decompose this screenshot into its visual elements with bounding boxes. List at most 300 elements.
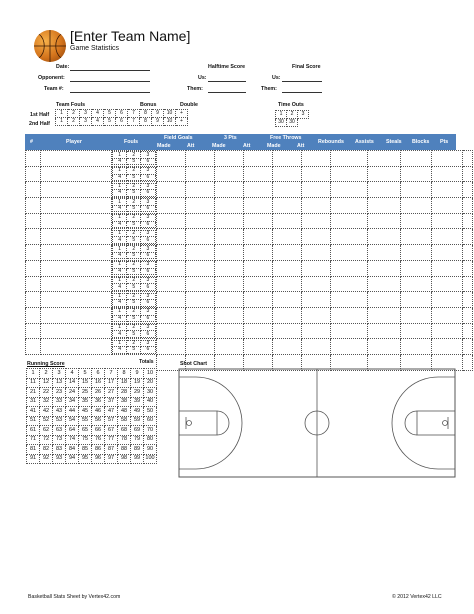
foul-box[interactable]: 4	[113, 190, 127, 197]
running-score-grid[interactable]	[26, 368, 157, 464]
foul-cell[interactable]: 10	[164, 118, 176, 126]
foul-box[interactable]: 1	[113, 324, 127, 331]
player-fouls-cell[interactable]	[112, 151, 157, 167]
foul-box[interactable]: 2	[127, 168, 141, 175]
player-number-cell[interactable]	[26, 276, 41, 292]
foul-box[interactable]: 4	[113, 268, 127, 275]
score-cell[interactable]: 12	[40, 378, 53, 388]
score-cell[interactable]: 67	[105, 426, 118, 436]
stat-cell[interactable]	[400, 245, 431, 261]
stat-cell[interactable]	[462, 166, 472, 182]
foul-box[interactable]: 6	[141, 284, 155, 291]
stat-cell[interactable]	[272, 276, 301, 292]
stat-cell[interactable]	[301, 323, 330, 339]
player-number-cell[interactable]	[26, 166, 41, 182]
score-cell[interactable]: 73	[53, 435, 66, 445]
score-cell[interactable]: 33	[53, 397, 66, 407]
stat-cell[interactable]	[185, 292, 214, 308]
foul-box[interactable]: 1	[113, 183, 127, 190]
stat-cell[interactable]	[214, 182, 243, 198]
foul-box[interactable]: 2	[127, 293, 141, 300]
score-cell[interactable]: 9	[131, 369, 144, 379]
foul-cell[interactable]: 4	[92, 118, 104, 126]
stat-cell[interactable]	[462, 245, 472, 261]
stat-cell[interactable]	[301, 213, 330, 229]
stat-cell[interactable]	[272, 213, 301, 229]
foul-cell[interactable]: 5	[104, 118, 116, 126]
stat-cell[interactable]	[272, 229, 301, 245]
score-cell[interactable]: 45	[79, 407, 92, 417]
score-cell[interactable]: 11	[27, 378, 40, 388]
score-cell[interactable]: 53	[53, 416, 66, 426]
stat-cell[interactable]	[156, 276, 185, 292]
score-cell[interactable]: 29	[131, 388, 144, 398]
foul-cell[interactable]: 8	[140, 118, 152, 126]
score-cell[interactable]: 100	[144, 454, 157, 464]
foul-cell[interactable]: +	[176, 118, 188, 126]
score-cell[interactable]: 25	[79, 388, 92, 398]
score-cell[interactable]: 42	[40, 407, 53, 417]
stat-cell[interactable]	[156, 166, 185, 182]
score-cell[interactable]: 3	[53, 369, 66, 379]
score-cell[interactable]: 60	[144, 416, 157, 426]
stat-cell[interactable]	[330, 213, 367, 229]
stat-cell[interactable]	[367, 245, 400, 261]
stat-cell[interactable]	[243, 307, 272, 323]
player-name-cell[interactable]	[41, 339, 112, 355]
team-number-field[interactable]	[70, 86, 150, 93]
stat-cell[interactable]	[243, 182, 272, 198]
score-cell[interactable]: 13	[53, 378, 66, 388]
score-cell[interactable]: 59	[131, 416, 144, 426]
foul-box[interactable]: 3	[141, 168, 155, 175]
player-fouls-cell[interactable]	[112, 292, 157, 308]
stat-cell[interactable]	[243, 339, 272, 355]
player-fouls-cell[interactable]	[112, 260, 157, 276]
score-cell[interactable]: 93	[53, 454, 66, 464]
score-cell[interactable]: 8	[118, 369, 131, 379]
foul-box[interactable]: 6	[141, 174, 155, 181]
stat-cell[interactable]	[301, 307, 330, 323]
stat-cell[interactable]	[400, 339, 431, 355]
score-cell[interactable]: 54	[66, 416, 79, 426]
stat-cell[interactable]	[462, 339, 472, 355]
stat-cell[interactable]	[367, 323, 400, 339]
stat-cell[interactable]	[431, 307, 462, 323]
stat-cell[interactable]	[185, 276, 214, 292]
stat-cell[interactable]	[185, 182, 214, 198]
foul-cell[interactable]: 10	[164, 110, 176, 118]
stat-cell[interactable]	[243, 166, 272, 182]
score-cell[interactable]: 15	[79, 378, 92, 388]
foul-box[interactable]: 3	[141, 309, 155, 316]
foul-box[interactable]: 6	[141, 268, 155, 275]
foul-box[interactable]: 2	[127, 246, 141, 253]
score-cell[interactable]: 27	[105, 388, 118, 398]
foul-box[interactable]: 5	[127, 300, 141, 307]
score-cell[interactable]: 41	[27, 407, 40, 417]
score-cell[interactable]: 90	[144, 445, 157, 455]
stat-cell[interactable]	[462, 292, 472, 308]
timeout-cell[interactable]: 2	[287, 111, 298, 119]
stat-cell[interactable]	[367, 151, 400, 167]
stat-cell[interactable]	[156, 151, 185, 167]
stat-cell[interactable]	[330, 307, 367, 323]
score-cell[interactable]: 95	[79, 454, 92, 464]
foul-box[interactable]: 3	[141, 262, 155, 269]
stat-cell[interactable]	[462, 229, 472, 245]
stat-cell[interactable]	[272, 245, 301, 261]
foul-box[interactable]: 2	[127, 309, 141, 316]
shot-chart-court[interactable]	[178, 368, 456, 483]
foul-box[interactable]: 1	[113, 262, 127, 269]
stat-cell[interactable]	[367, 260, 400, 276]
foul-box[interactable]: 3	[141, 152, 155, 159]
score-cell[interactable]: 2	[40, 369, 53, 379]
score-cell[interactable]: 82	[40, 445, 53, 455]
stat-cell[interactable]	[400, 292, 431, 308]
foul-box[interactable]: 1	[113, 152, 127, 159]
score-cell[interactable]: 48	[118, 407, 131, 417]
foul-box[interactable]: 1	[113, 168, 127, 175]
foul-box[interactable]: 5	[127, 190, 141, 197]
player-fouls-cell[interactable]	[112, 229, 157, 245]
score-cell[interactable]: 6	[92, 369, 105, 379]
stat-cell[interactable]	[185, 323, 214, 339]
stat-cell[interactable]	[185, 151, 214, 167]
stat-cell[interactable]	[156, 323, 185, 339]
score-cell[interactable]: 18	[118, 378, 131, 388]
score-cell[interactable]: 20	[144, 378, 157, 388]
stat-cell[interactable]	[367, 229, 400, 245]
stat-cell[interactable]	[243, 151, 272, 167]
player-number-cell[interactable]	[26, 245, 41, 261]
foul-box[interactable]: 4	[113, 331, 127, 338]
foul-box[interactable]: 2	[127, 152, 141, 159]
foul-box[interactable]: 1	[113, 215, 127, 222]
score-cell[interactable]: 24	[66, 388, 79, 398]
foul-box[interactable]: 5	[127, 237, 141, 244]
player-fouls-cell[interactable]	[112, 213, 157, 229]
final-them-field[interactable]	[282, 86, 322, 93]
score-cell[interactable]: 5	[79, 369, 92, 379]
foul-box[interactable]: 6	[141, 331, 155, 338]
foul-box[interactable]: 5	[127, 347, 141, 354]
stat-cell[interactable]	[243, 213, 272, 229]
stat-cell[interactable]	[214, 229, 243, 245]
score-cell[interactable]: 86	[92, 445, 105, 455]
player-number-cell[interactable]	[26, 151, 41, 167]
player-number-cell[interactable]	[26, 182, 41, 198]
player-name-cell[interactable]	[41, 307, 112, 323]
foul-cell[interactable]: 6	[116, 118, 128, 126]
stat-cell[interactable]	[301, 245, 330, 261]
stat-cell[interactable]	[301, 339, 330, 355]
foul-cell[interactable]: 9	[152, 118, 164, 126]
stat-cell[interactable]	[272, 151, 301, 167]
score-cell[interactable]: 66	[92, 426, 105, 436]
stat-cell[interactable]	[301, 182, 330, 198]
foul-box[interactable]: 2	[127, 230, 141, 237]
score-cell[interactable]: 36	[92, 397, 105, 407]
foul-box[interactable]: 2	[127, 183, 141, 190]
stat-cell[interactable]	[301, 229, 330, 245]
player-fouls-cell[interactable]	[112, 198, 157, 214]
player-name-cell[interactable]	[41, 245, 112, 261]
total-cell[interactable]	[462, 354, 472, 370]
stat-cell[interactable]	[214, 245, 243, 261]
stat-cell[interactable]	[272, 198, 301, 214]
stat-cell[interactable]	[156, 182, 185, 198]
score-cell[interactable]: 78	[118, 435, 131, 445]
foul-box[interactable]: 1	[113, 340, 127, 347]
stat-cell[interactable]	[431, 276, 462, 292]
score-cell[interactable]: 68	[118, 426, 131, 436]
score-cell[interactable]: 34	[66, 397, 79, 407]
player-number-cell[interactable]	[26, 292, 41, 308]
foul-box[interactable]: 3	[141, 340, 155, 347]
foul-box[interactable]: 6	[141, 252, 155, 259]
foul-box[interactable]: 1	[113, 277, 127, 284]
stat-cell[interactable]	[400, 323, 431, 339]
foul-cell[interactable]: 2	[68, 118, 80, 126]
score-cell[interactable]: 26	[92, 388, 105, 398]
foul-box[interactable]: 4	[113, 252, 127, 259]
foul-box[interactable]: 3	[141, 215, 155, 222]
score-cell[interactable]: 35	[79, 397, 92, 407]
stat-cell[interactable]	[330, 276, 367, 292]
score-cell[interactable]: 91	[27, 454, 40, 464]
stat-cell[interactable]	[431, 151, 462, 167]
score-cell[interactable]: 57	[105, 416, 118, 426]
stat-cell[interactable]	[301, 151, 330, 167]
score-cell[interactable]: 17	[105, 378, 118, 388]
stat-cell[interactable]	[431, 339, 462, 355]
score-cell[interactable]: 14	[66, 378, 79, 388]
player-name-cell[interactable]	[41, 260, 112, 276]
stat-cell[interactable]	[185, 166, 214, 182]
player-name-cell[interactable]	[41, 229, 112, 245]
stat-cell[interactable]	[214, 151, 243, 167]
score-cell[interactable]: 64	[66, 426, 79, 436]
player-number-cell[interactable]	[26, 229, 41, 245]
foul-cell[interactable]: 1	[56, 118, 68, 126]
score-cell[interactable]: 70	[144, 426, 157, 436]
stat-cell[interactable]	[400, 151, 431, 167]
foul-cell[interactable]: 2	[68, 110, 80, 118]
player-number-cell[interactable]	[26, 339, 41, 355]
foul-cell[interactable]: 1	[56, 110, 68, 118]
score-cell[interactable]: 71	[27, 435, 40, 445]
foul-box[interactable]: 4	[113, 174, 127, 181]
foul-box[interactable]: 5	[127, 205, 141, 212]
score-cell[interactable]: 80	[144, 435, 157, 445]
stat-cell[interactable]	[400, 213, 431, 229]
stat-cell[interactable]	[400, 182, 431, 198]
stat-cell[interactable]	[243, 276, 272, 292]
score-cell[interactable]: 72	[40, 435, 53, 445]
stat-cell[interactable]	[367, 166, 400, 182]
score-cell[interactable]: 21	[27, 388, 40, 398]
stat-cell[interactable]	[301, 198, 330, 214]
foul-box[interactable]: 3	[141, 183, 155, 190]
score-cell[interactable]: 23	[53, 388, 66, 398]
score-cell[interactable]: 43	[53, 407, 66, 417]
stat-cell[interactable]	[330, 166, 367, 182]
score-cell[interactable]: 52	[40, 416, 53, 426]
score-cell[interactable]: 39	[131, 397, 144, 407]
score-cell[interactable]: 32	[40, 397, 53, 407]
stat-cell[interactable]	[431, 260, 462, 276]
foul-box[interactable]: 4	[113, 347, 127, 354]
stat-cell[interactable]	[156, 339, 185, 355]
stat-cell[interactable]	[330, 198, 367, 214]
foul-cell[interactable]: 9	[152, 110, 164, 118]
foul-box[interactable]: 5	[127, 174, 141, 181]
final-us-field[interactable]	[282, 75, 322, 82]
score-cell[interactable]: 85	[79, 445, 92, 455]
stat-cell[interactable]	[272, 260, 301, 276]
player-fouls-cell[interactable]	[112, 245, 157, 261]
stat-cell[interactable]	[367, 182, 400, 198]
stat-cell[interactable]	[185, 245, 214, 261]
stat-cell[interactable]	[272, 182, 301, 198]
score-cell[interactable]: 76	[92, 435, 105, 445]
foul-cell[interactable]: +	[176, 110, 188, 118]
foul-box[interactable]: 4	[113, 284, 127, 291]
stat-cell[interactable]	[462, 198, 472, 214]
stat-cell[interactable]	[400, 276, 431, 292]
foul-cell[interactable]: 3	[80, 110, 92, 118]
stat-cell[interactable]	[431, 229, 462, 245]
stat-cell[interactable]	[185, 339, 214, 355]
foul-box[interactable]: 5	[127, 284, 141, 291]
player-fouls-cell[interactable]	[112, 307, 157, 323]
score-cell[interactable]: 50	[144, 407, 157, 417]
player-fouls-cell[interactable]	[112, 166, 157, 182]
stat-cell[interactable]	[214, 339, 243, 355]
foul-box[interactable]: 4	[113, 300, 127, 307]
player-name-cell[interactable]	[41, 166, 112, 182]
foul-box[interactable]: 4	[113, 205, 127, 212]
stat-cell[interactable]	[214, 307, 243, 323]
stat-cell[interactable]	[431, 182, 462, 198]
player-name-cell[interactable]	[41, 276, 112, 292]
score-cell[interactable]: 92	[40, 454, 53, 464]
score-cell[interactable]: 74	[66, 435, 79, 445]
foul-box[interactable]: 2	[127, 324, 141, 331]
stat-cell[interactable]	[431, 292, 462, 308]
team-name-title[interactable]: [Enter Team Name]	[70, 28, 191, 44]
stat-cell[interactable]	[330, 323, 367, 339]
stat-cell[interactable]	[301, 260, 330, 276]
score-cell[interactable]: 30	[144, 388, 157, 398]
score-cell[interactable]: 49	[131, 407, 144, 417]
score-cell[interactable]: 61	[27, 426, 40, 436]
player-name-cell[interactable]	[41, 182, 112, 198]
stat-cell[interactable]	[214, 198, 243, 214]
foul-box[interactable]: 2	[127, 215, 141, 222]
player-number-cell[interactable]	[26, 198, 41, 214]
stat-cell[interactable]	[367, 292, 400, 308]
stat-cell[interactable]	[330, 292, 367, 308]
foul-cell[interactable]: 7	[128, 118, 140, 126]
foul-box[interactable]: 6	[141, 190, 155, 197]
player-name-cell[interactable]	[41, 213, 112, 229]
foul-cell[interactable]: 8	[140, 110, 152, 118]
foul-box[interactable]: 6	[141, 347, 155, 354]
stat-cell[interactable]	[431, 323, 462, 339]
foul-box[interactable]: 6	[141, 315, 155, 322]
stat-cell[interactable]	[156, 307, 185, 323]
score-cell[interactable]: 62	[40, 426, 53, 436]
halftime-them-field[interactable]	[208, 86, 246, 93]
score-cell[interactable]: 22	[40, 388, 53, 398]
stat-cell[interactable]	[156, 245, 185, 261]
stat-cell[interactable]	[367, 198, 400, 214]
stat-cell[interactable]	[330, 339, 367, 355]
stat-cell[interactable]	[156, 229, 185, 245]
player-number-cell[interactable]	[26, 260, 41, 276]
player-name-cell[interactable]	[41, 198, 112, 214]
player-name-cell[interactable]	[41, 292, 112, 308]
stat-cell[interactable]	[272, 292, 301, 308]
score-cell[interactable]: 7	[105, 369, 118, 379]
score-cell[interactable]: 79	[131, 435, 144, 445]
foul-box[interactable]: 6	[141, 300, 155, 307]
foul-box[interactable]: 4	[113, 237, 127, 244]
stat-cell[interactable]	[185, 213, 214, 229]
timeout-cell[interactable]: 30	[276, 119, 287, 127]
foul-box[interactable]: 1	[113, 246, 127, 253]
stat-cell[interactable]	[431, 166, 462, 182]
stat-cell[interactable]	[243, 260, 272, 276]
halftime-us-field[interactable]	[208, 75, 246, 82]
stat-cell[interactable]	[431, 198, 462, 214]
stat-cell[interactable]	[272, 339, 301, 355]
score-cell[interactable]: 31	[27, 397, 40, 407]
score-cell[interactable]: 96	[92, 454, 105, 464]
player-fouls-cell[interactable]	[112, 323, 157, 339]
score-cell[interactable]: 69	[131, 426, 144, 436]
stat-cell[interactable]	[400, 307, 431, 323]
stat-cell[interactable]	[330, 151, 367, 167]
score-cell[interactable]: 16	[92, 378, 105, 388]
stat-cell[interactable]	[462, 323, 472, 339]
foul-box[interactable]: 1	[113, 199, 127, 206]
score-cell[interactable]: 94	[66, 454, 79, 464]
player-fouls-cell[interactable]	[112, 339, 157, 355]
score-cell[interactable]: 88	[118, 445, 131, 455]
stat-cell[interactable]	[214, 166, 243, 182]
stat-cell[interactable]	[330, 260, 367, 276]
foul-box[interactable]: 1	[113, 230, 127, 237]
stat-cell[interactable]	[214, 292, 243, 308]
stat-cell[interactable]	[462, 260, 472, 276]
score-cell[interactable]: 40	[144, 397, 157, 407]
stat-cell[interactable]	[400, 229, 431, 245]
player-number-cell[interactable]	[26, 307, 41, 323]
player-name-cell[interactable]	[41, 151, 112, 167]
stat-cell[interactable]	[431, 245, 462, 261]
stat-cell[interactable]	[272, 323, 301, 339]
player-name-cell[interactable]	[41, 323, 112, 339]
stat-cell[interactable]	[367, 339, 400, 355]
score-cell[interactable]: 4	[66, 369, 79, 379]
date-field[interactable]	[70, 64, 150, 71]
score-cell[interactable]: 99	[131, 454, 144, 464]
score-cell[interactable]: 81	[27, 445, 40, 455]
